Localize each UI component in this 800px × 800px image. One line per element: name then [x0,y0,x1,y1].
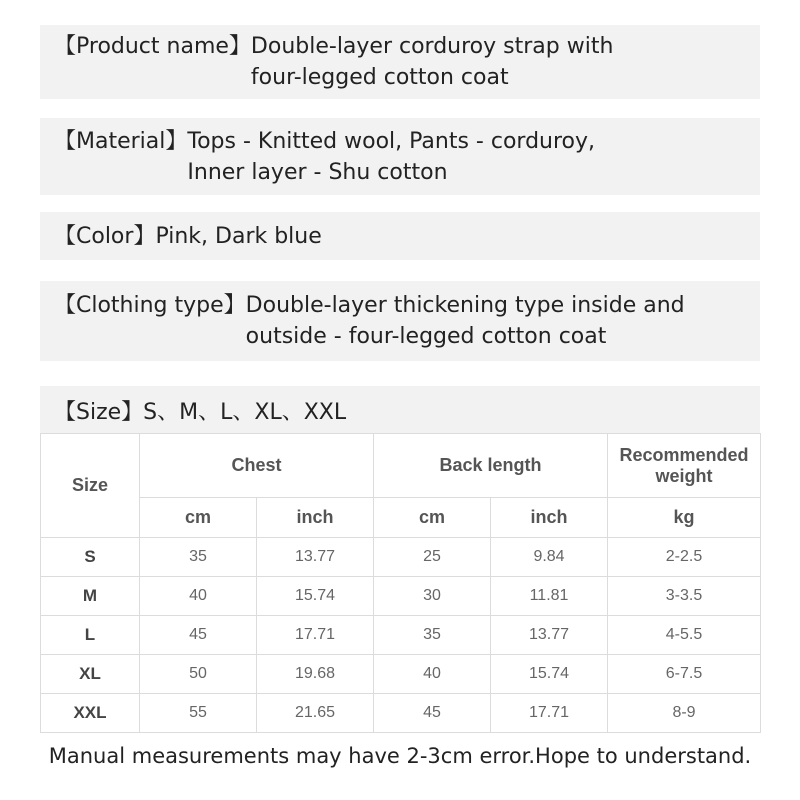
header-size: Size [41,434,140,538]
table-units-row [41,498,761,538]
table-row [41,655,761,694]
table-header-row [41,434,761,498]
material-info [54,126,595,188]
color-info [54,221,322,252]
row-chest-inch: 15.74 [257,577,374,616]
row-chest-cm: 45 [140,616,257,655]
size-list: S、M、L、XL、XXL [143,399,347,425]
unit-chest-cm: cm [140,498,257,538]
clothing-type-box [40,281,760,361]
material-line2: Inner layer - Shu cotton [187,159,448,185]
size-line [54,395,346,426]
row-weight: 8-9 [608,694,761,733]
product-name-label: 【Product name】 [54,34,251,59]
material-line1: Tops - Knitted wool, Pants - corduroy, [187,128,596,154]
row-back-inch: 13.77 [491,616,608,655]
measurement-note: Manual measurements may have 2-3cm error.Hope to understand. [48,744,752,768]
row-chest-inch: 13.77 [257,538,374,577]
row-chest-inch: 19.68 [257,655,374,694]
header-back-length: Back length [374,434,608,498]
unit-weight-kg: kg [608,498,761,538]
row-back-inch: 11.81 [491,577,608,616]
row-size: M [41,577,140,616]
row-weight: 6-7.5 [608,655,761,694]
unit-back-inch: inch [491,498,608,538]
table-row [41,538,761,577]
clothing-type-line1: Double-layer thickening type inside and [245,293,685,318]
row-size: S [41,538,140,577]
table-row [41,616,761,655]
header-recommended-weight: Recommended weight [608,434,761,498]
row-chest-cm: 35 [140,538,257,577]
size-label: 【Size】 [54,399,144,425]
product-name-box [40,25,760,99]
product-name-line2: four-legged cotton coat [250,65,509,90]
row-weight: 4-5.5 [608,616,761,655]
header-chest: Chest [140,434,374,498]
color-label: 【Color】 [54,223,156,249]
clothing-type-line2: outside - four-legged cotton coat [245,324,607,349]
row-size: XXL [41,694,140,733]
unit-back-cm: cm [374,498,491,538]
size-chart-table [40,433,761,733]
row-back-cm: 30 [374,577,491,616]
size-line-box [40,386,760,434]
material-box [40,118,760,195]
row-size: XL [41,655,140,694]
unit-chest-inch: inch [257,498,374,538]
row-chest-cm: 50 [140,655,257,694]
row-back-cm: 45 [374,694,491,733]
row-weight: 3-3.5 [608,577,761,616]
row-chest-cm: 55 [140,694,257,733]
row-size: L [41,616,140,655]
product-name-info [54,31,613,93]
table-row [41,577,761,616]
row-back-inch: 15.74 [491,655,608,694]
row-back-inch: 9.84 [491,538,608,577]
color-value: Pink, Dark blue [155,223,322,249]
table-row [41,694,761,733]
row-back-cm: 40 [374,655,491,694]
row-chest-inch: 17.71 [257,616,374,655]
product-name-line1: Double-layer corduroy strap with [250,34,614,59]
row-weight: 2-2.5 [608,538,761,577]
row-back-cm: 25 [374,538,491,577]
material-label: 【Material】 [54,128,188,154]
row-back-cm: 35 [374,616,491,655]
row-chest-cm: 40 [140,577,257,616]
color-box [40,212,760,260]
row-chest-inch: 21.65 [257,694,374,733]
row-back-inch: 17.71 [491,694,608,733]
clothing-type-label: 【Clothing type】 [54,293,246,318]
clothing-type-info [54,290,685,352]
